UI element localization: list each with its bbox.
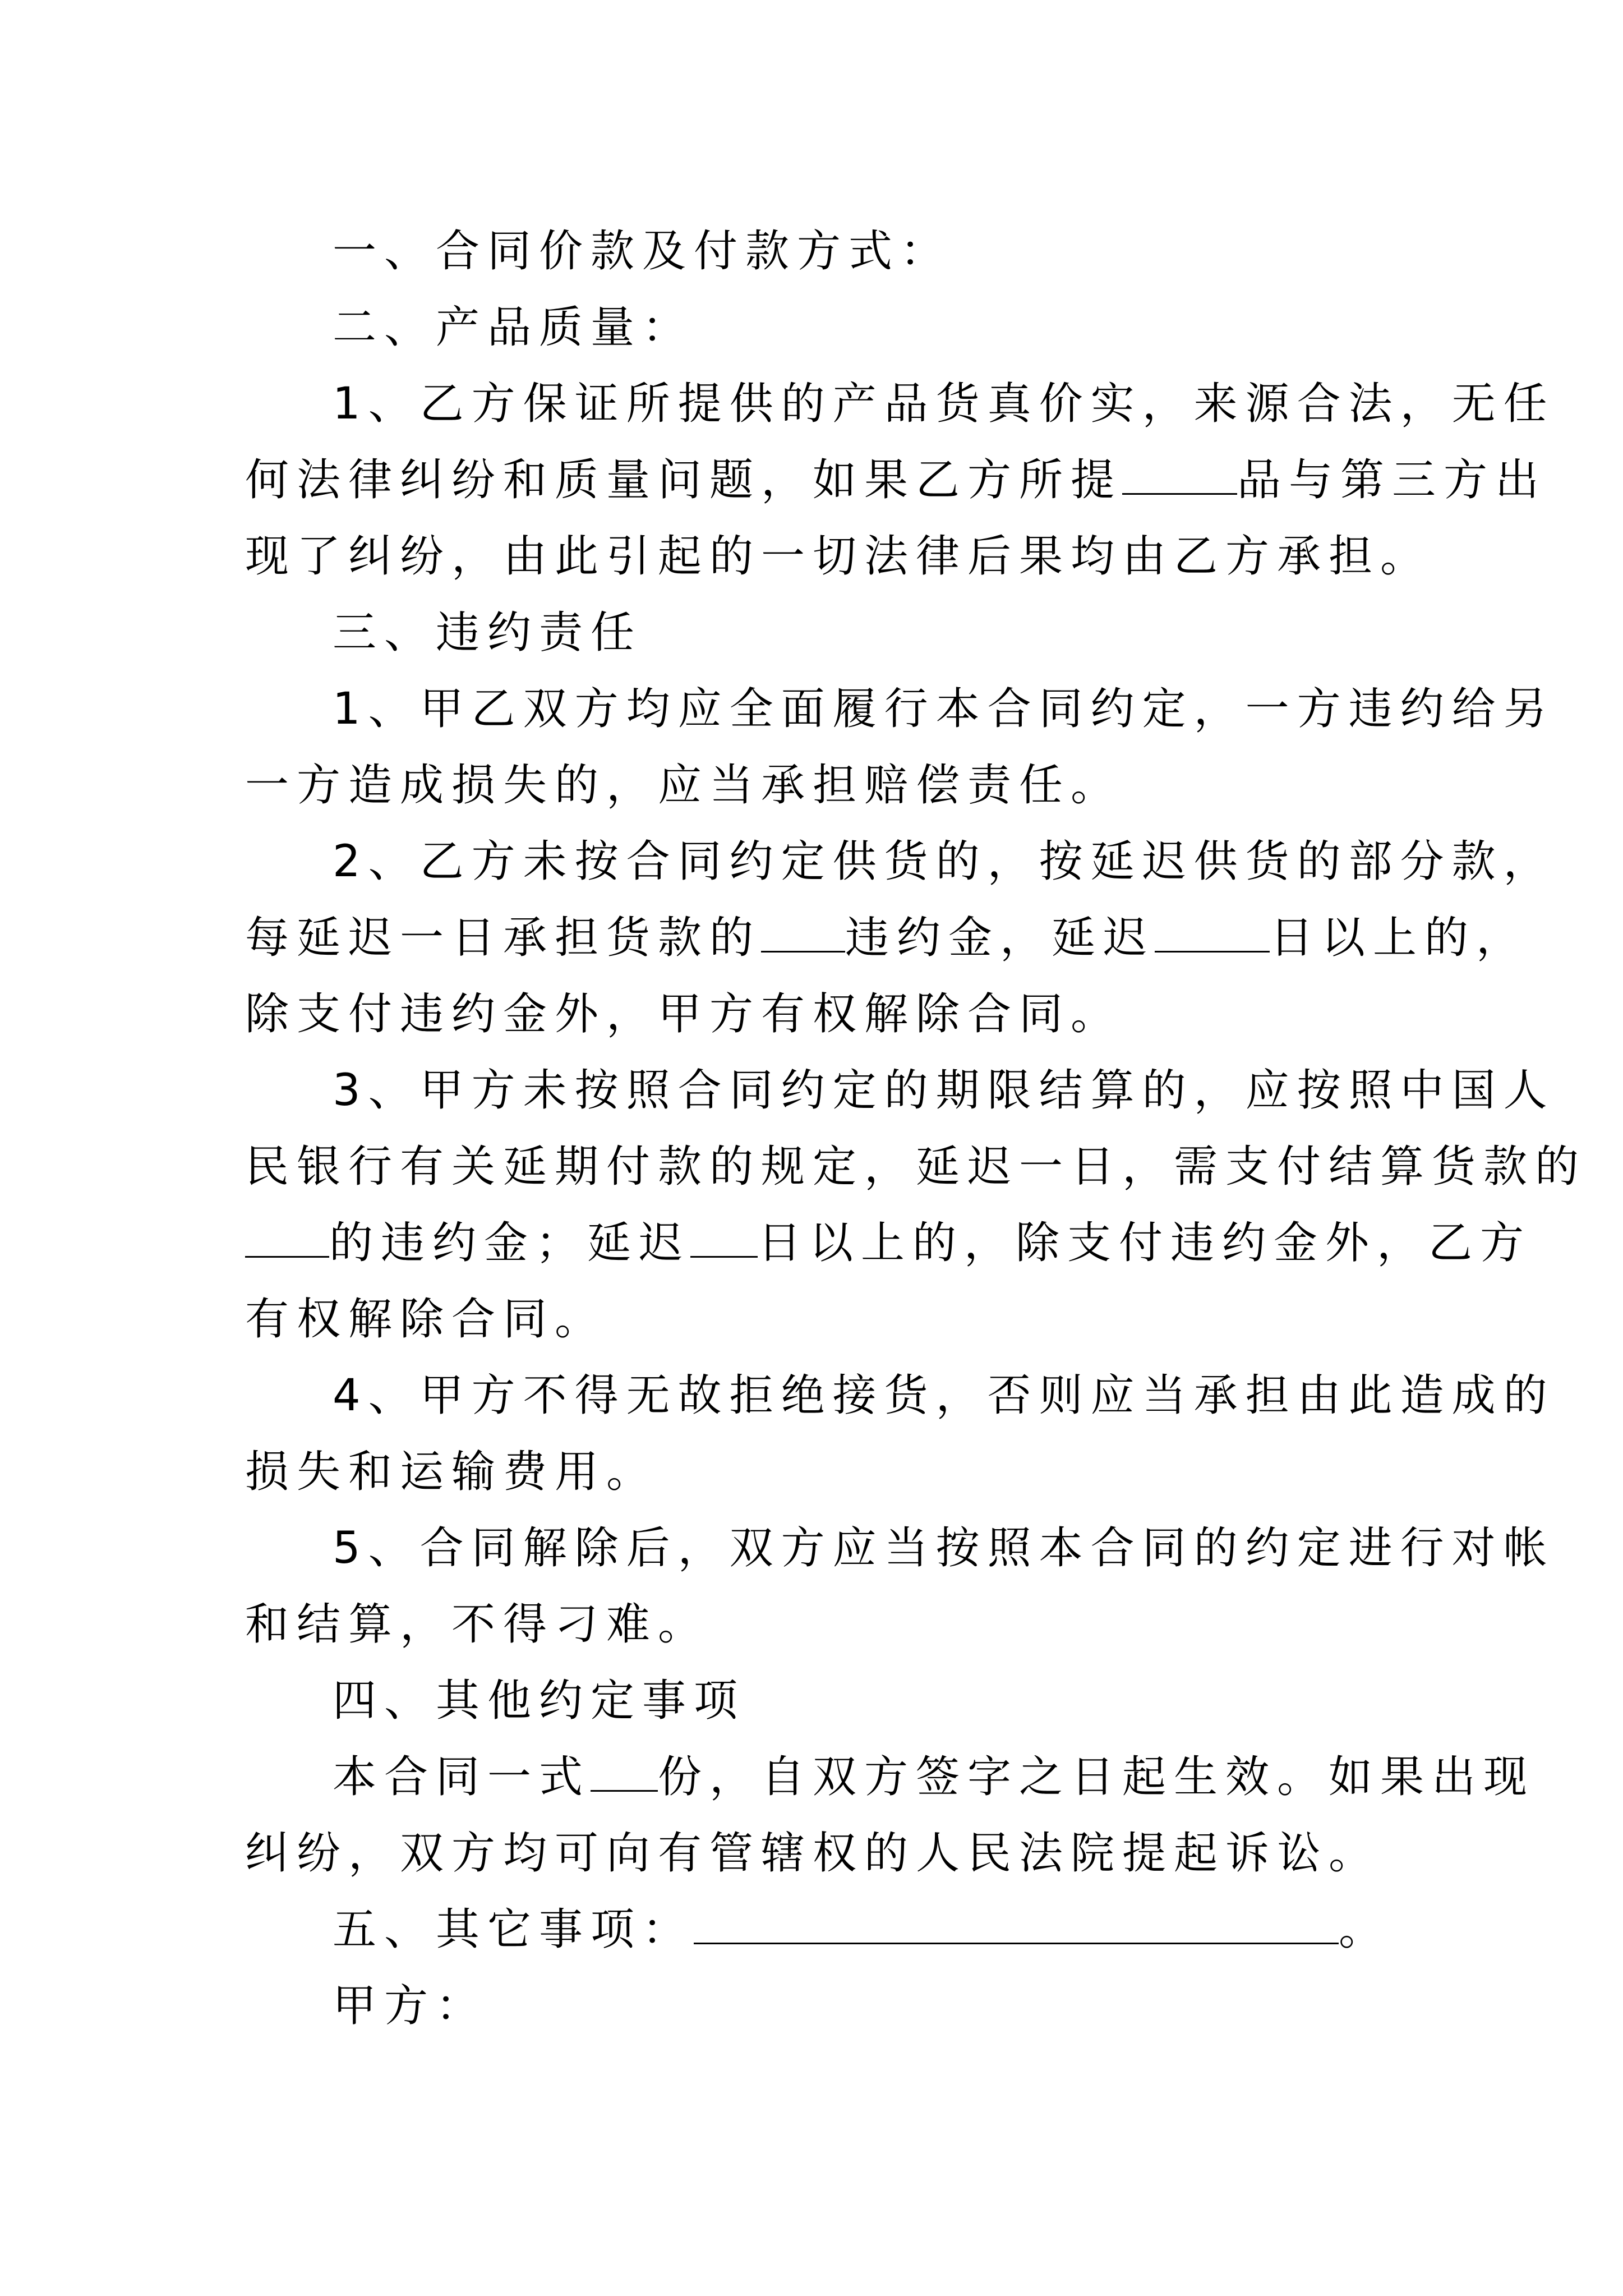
section-4-heading: 四、其他约定事项	[333, 1676, 746, 1726]
section-3-clause-2-line-2	[245, 900, 1528, 976]
text-segment: 日以上的，除支付违约金外，乙方	[758, 1218, 1532, 1268]
text-segment: 品与第三方出	[1237, 455, 1547, 505]
section-3-clause-2-line-1: 2、乙方未按合同约定供货的，按延迟供货的部分款，	[333, 836, 1555, 887]
section-3-clause-3-line-1: 3、甲方未按照合同约定的期限结算的，应按照中国人	[333, 1065, 1555, 1116]
fill-in-blank-long	[694, 1909, 1339, 1944]
section-3-clause-2-line-3: 除支付违约金外，甲方有权解除合同。	[245, 989, 1123, 1039]
text-segment: 违约金，延迟	[845, 913, 1155, 963]
section-3-clause-1-line-1: 1、甲乙双方均应全面履行本合同约定，一方违约给另	[333, 684, 1555, 734]
section-2-clause-1-line-1: 1、乙方保证所提供的产品货真价实，来源合法，无任	[333, 379, 1555, 429]
party-a-label: 甲方：	[333, 1981, 488, 2031]
text-segment: 日以上的，	[1270, 913, 1528, 963]
section-3-clause-3-line-2: 民银行有关延期付款的规定，延迟一日，需支付结算货款的	[245, 1142, 1587, 1192]
text-segment: 份，自双方签字之日起生效。如果出现	[658, 1752, 1536, 1802]
text-segment: 每延迟一日承担货款的	[245, 913, 762, 963]
section-3-clause-1-line-2: 一方造成损失的，应当承担赔偿责任。	[245, 760, 1123, 811]
section-2-heading: 二、产品质量：	[333, 302, 694, 353]
section-4-paragraph-line-1	[245, 1739, 1536, 1815]
section-3-clause-5-line-2: 和结算，不得刁难。	[245, 1599, 710, 1650]
contract-body	[245, 213, 1587, 2044]
section-3-clause-4-line-1: 4、甲方不得无故拒绝接货，否则应当承担由此造成的	[333, 1370, 1555, 1421]
fill-in-blank	[1122, 459, 1237, 495]
fill-in-blank	[591, 1756, 658, 1792]
section-1-heading: 一、合同价款及付款方式：	[333, 226, 952, 277]
section-3-clause-3-line-3	[245, 1205, 1532, 1281]
section-3-clause-3-line-4: 有权解除合同。	[245, 1294, 607, 1345]
text-segment: 五、其它事项：	[333, 1904, 694, 1955]
section-3-heading: 三、违约责任	[333, 608, 643, 658]
fill-in-blank	[245, 1222, 329, 1258]
section-3-clause-4-line-2: 损失和运输费用。	[245, 1447, 658, 1497]
fill-in-blank	[1155, 917, 1270, 953]
text-segment: 的违约金；延迟	[329, 1218, 691, 1268]
text-segment: 本合同一式	[333, 1752, 591, 1802]
section-5-line	[245, 1892, 1391, 1968]
text-segment: 何法律纠纷和质量问题，如果乙方所提	[245, 455, 1123, 505]
section-3-clause-5-line-1: 5、合同解除后，双方应当按照本合同的约定进行对帐	[333, 1523, 1555, 1573]
fill-in-blank	[690, 1222, 758, 1258]
text-segment: 。	[1339, 1904, 1391, 1955]
section-2-clause-1-line-2	[245, 442, 1547, 518]
section-4-paragraph-line-2: 纠纷，双方均可向有管辖权的人民法院提起诉讼。	[245, 1828, 1381, 1879]
section-2-clause-1-line-3: 现了纠纷，由此引起的一切法律后果均由乙方承担。	[245, 531, 1432, 582]
fill-in-blank	[761, 917, 845, 953]
